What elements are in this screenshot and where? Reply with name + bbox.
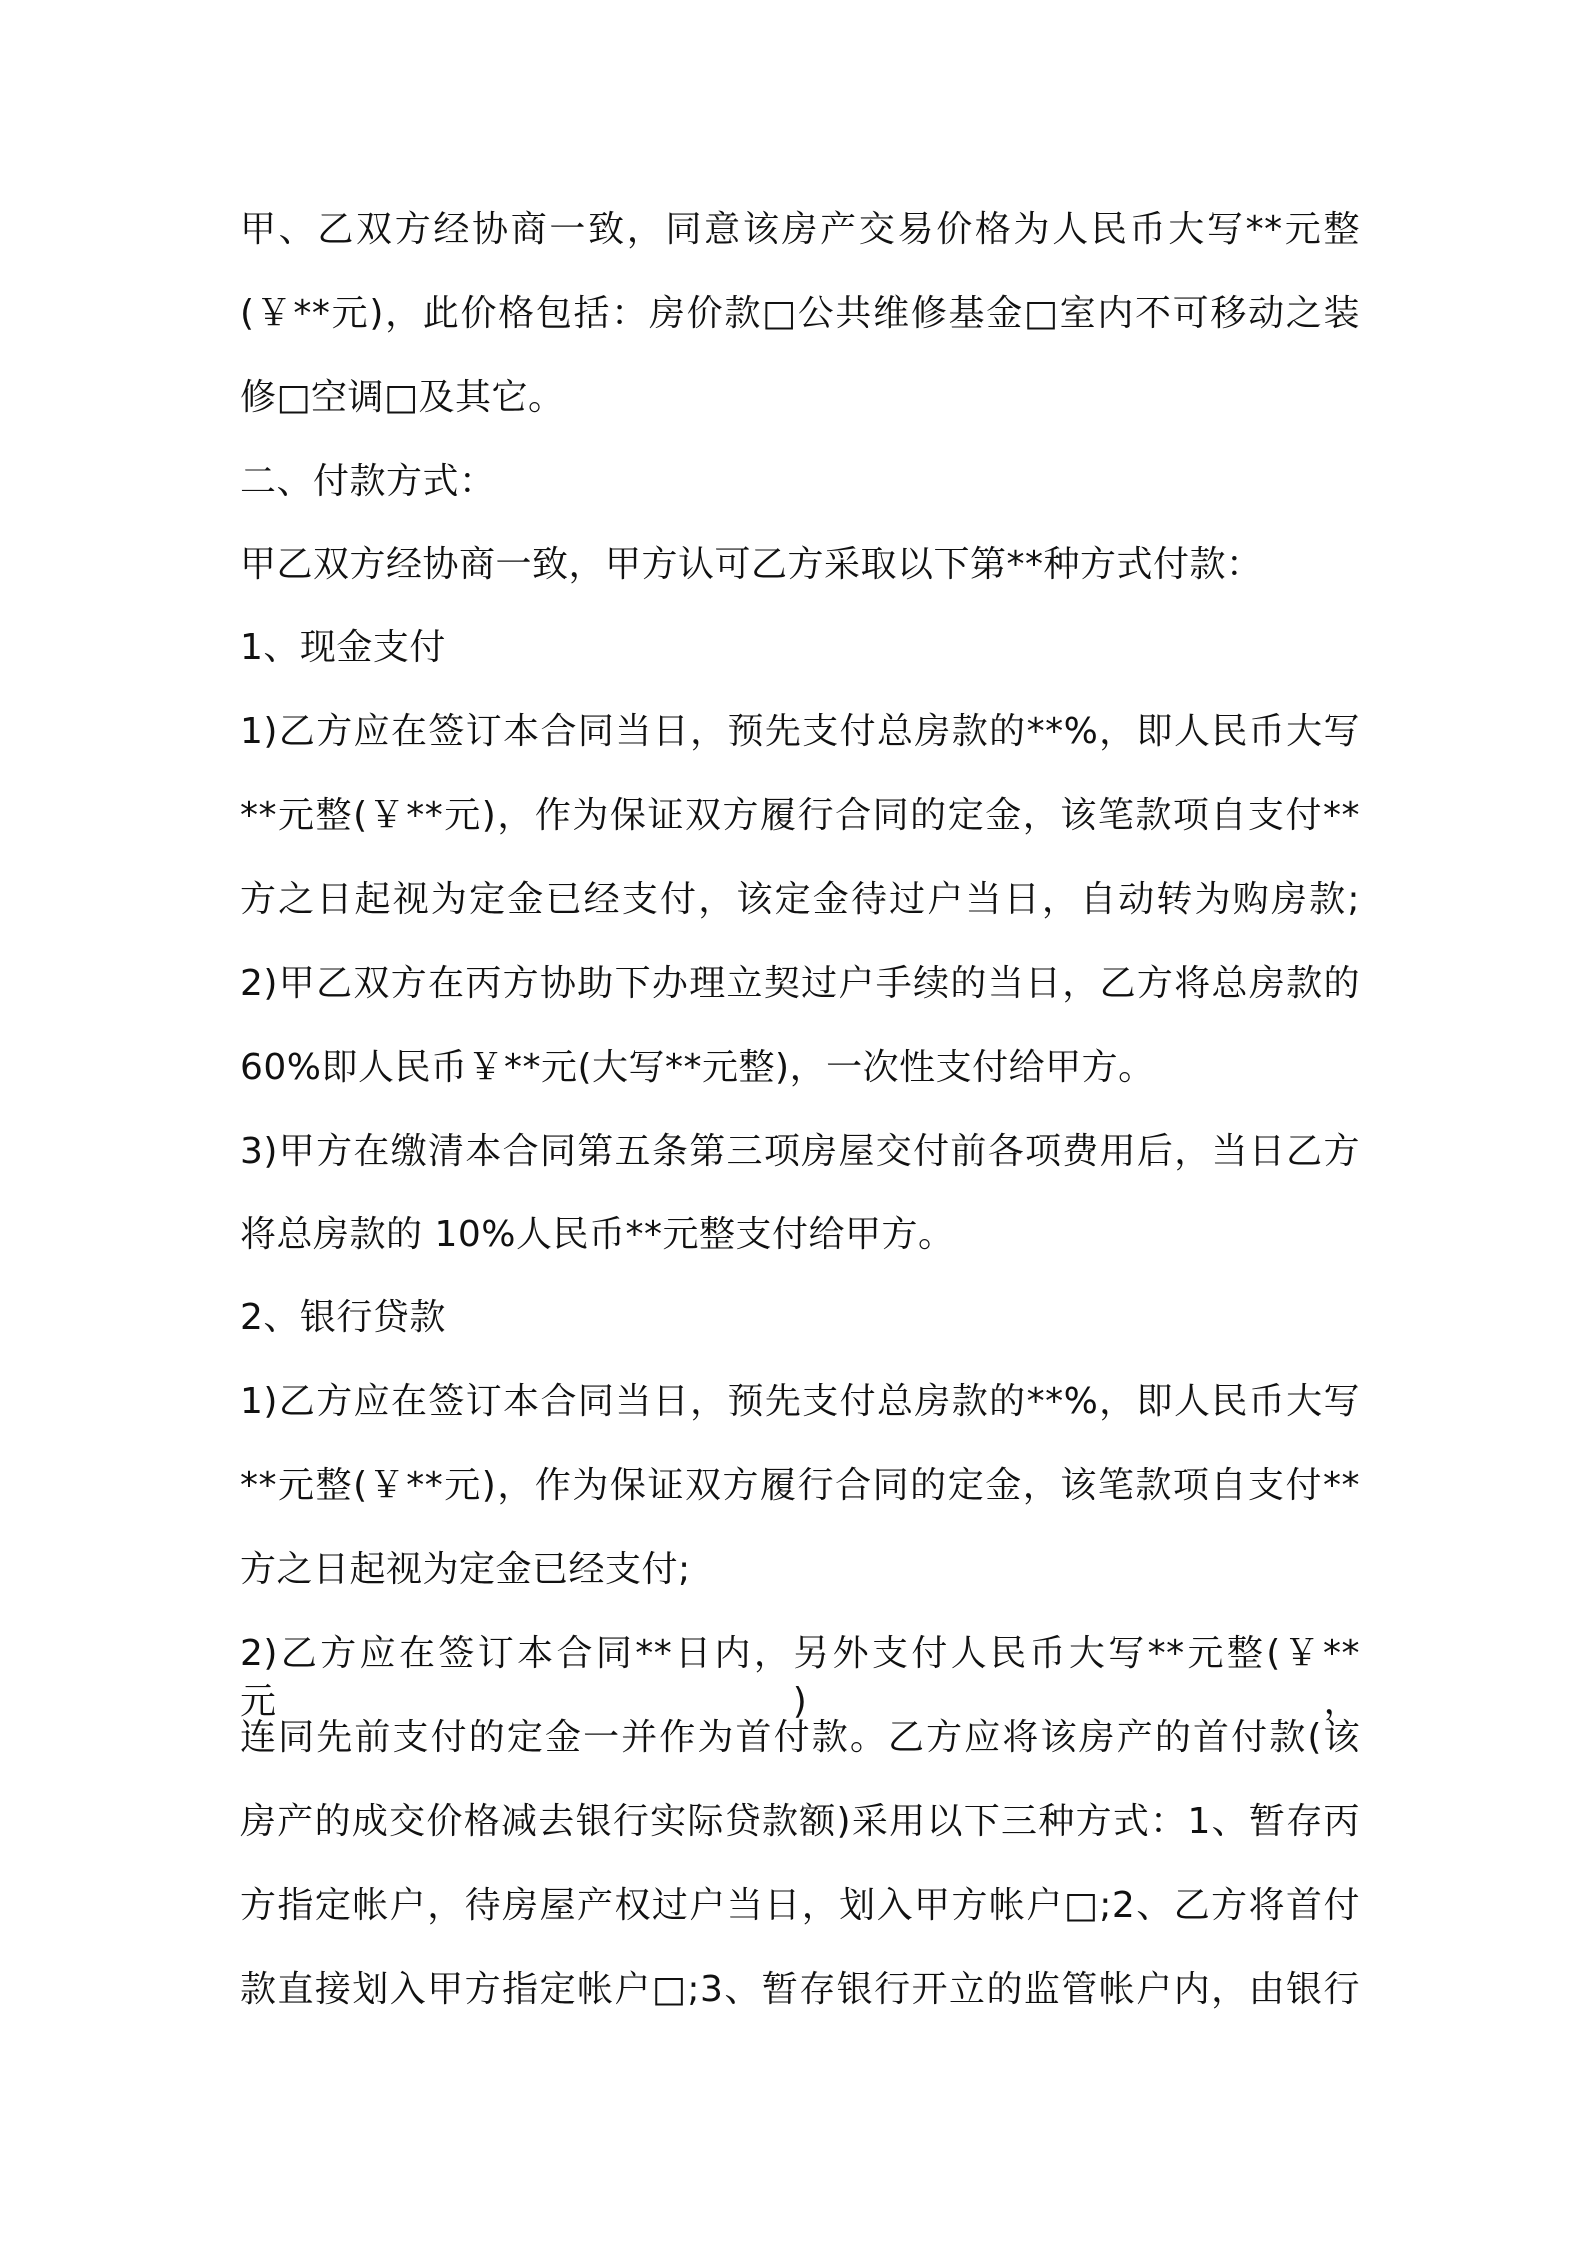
paragraph-line: (￥**元)，此价格包括：房价款□公共维修基金□室内不可移动之装 (240, 293, 1360, 334)
subsection-heading: 2、银行贷款 (240, 1297, 446, 1338)
section-heading: 二、付款方式： (240, 461, 496, 502)
paragraph-line: 连同先前支付的定金一并作为首付款。乙方应将该房产的首付款(该 (240, 1717, 1360, 1758)
paragraph-line: 方之日起视为定金已经支付; (240, 1549, 691, 1590)
paragraph-line: 1)乙方应在签订本合同当日，预先支付总房款的**%，即人民币大写 (240, 711, 1360, 752)
subsection-heading: 1、现金支付 (240, 627, 446, 668)
paragraph-line: 60%即人民币￥**元(大写**元整)，一次性支付给甲方。 (240, 1047, 1155, 1088)
paragraph-line: 2)乙方应在签订本合同**日内，另外支付人民币大写**元整(￥**元)， (240, 1633, 1360, 1722)
paragraph-line: 2)甲乙双方在丙方协助下办理立契过户手续的当日，乙方将总房款的 (240, 963, 1360, 1004)
paragraph-line: **元整(￥**元)，作为保证双方履行合同的定金，该笔款项自支付** (240, 795, 1360, 836)
paragraph-line: 方指定帐户，待房屋产权过户当日，划入甲方帐户□;2、乙方将首付 (240, 1885, 1360, 1926)
paragraph-line: 1)乙方应在签订本合同当日，预先支付总房款的**%，即人民币大写 (240, 1381, 1360, 1422)
paragraph-line: 甲、乙双方经协商一致，同意该房产交易价格为人民币大写**元整 (240, 209, 1360, 250)
paragraph-line: 甲乙双方经协商一致，甲方认可乙方采取以下第**种方式付款： (240, 544, 1263, 585)
paragraph-line: **元整(￥**元)，作为保证双方履行合同的定金，该笔款项自支付** (240, 1465, 1360, 1506)
paragraph-line: 款直接划入甲方指定帐户□;3、暂存银行开立的监管帐户内，由银行 (240, 1969, 1360, 2010)
paragraph-line: 房产的成交价格减去银行实际贷款额)采用以下三种方式：1、暂存丙 (240, 1801, 1360, 1842)
paragraph-line: 修□空调□及其它。 (240, 377, 565, 418)
paragraph-line: 3)甲方在缴清本合同第五条第三项房屋交付前各项费用后，当日乙方 (240, 1131, 1360, 1172)
paragraph-line: 将总房款的 10%人民币**元整支付给甲方。 (240, 1214, 955, 1255)
paragraph-line: 方之日起视为定金已经支付，该定金待过户当日，自动转为购房款; (240, 879, 1360, 920)
